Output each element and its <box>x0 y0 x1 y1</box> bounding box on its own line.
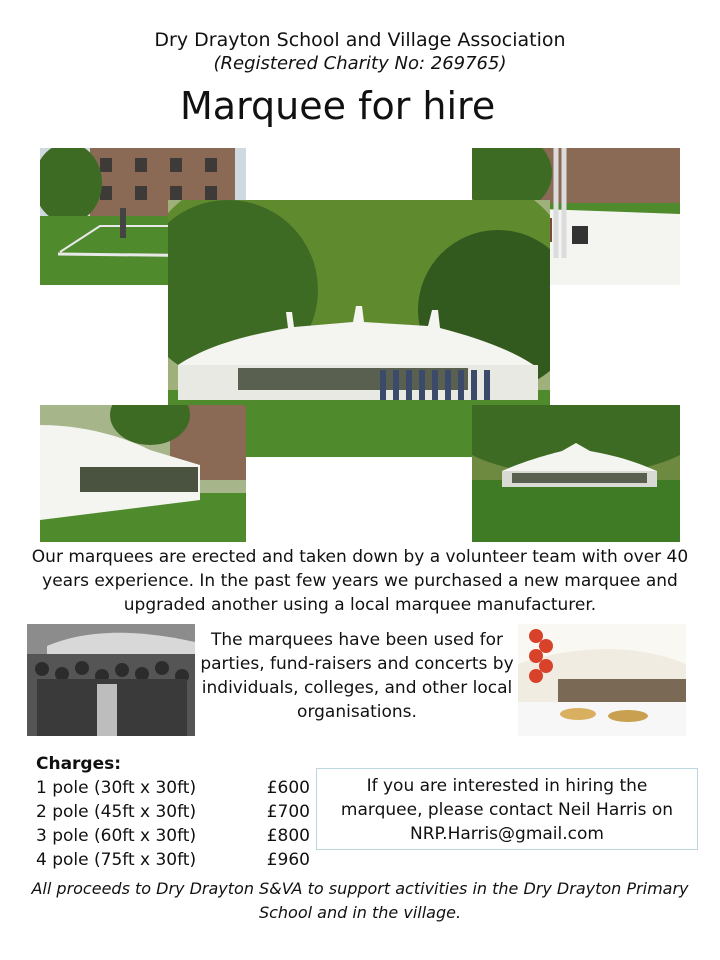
charge-size: 4 pole (75ft x 30ft) <box>36 850 197 870</box>
charge-price: £960 <box>266 850 310 870</box>
page-title: Marquee for hire <box>180 84 496 128</box>
charity-number: (Registered Charity No: 269765) <box>213 53 507 74</box>
photo-interior-buffet <box>518 624 686 736</box>
charge-price: £600 <box>266 778 310 798</box>
footer-text: All proceeds to Dry Drayton S&VA to support activities in the Dry Drayton Primary School and in the village. <box>31 879 689 922</box>
photo-marquee-side <box>40 405 246 542</box>
photo-historic-crowd <box>27 624 195 736</box>
charge-price: £800 <box>266 826 310 846</box>
contact-email[interactable]: NRP.Harris@gmail.com <box>410 824 604 844</box>
charge-size: 2 pole (45ft x 30ft) <box>36 802 197 822</box>
photo-marquee-evening <box>472 405 680 542</box>
charges-heading: Charges: <box>36 754 122 774</box>
charge-row <box>36 848 310 872</box>
charge-row <box>36 776 310 800</box>
charge-row <box>36 800 310 824</box>
intro-text: Our marquees are erected and taken down by a volunteer team with over 40 years experience. In the past few years we purchased a new marquee and upgraded another using a local marquee manufacturer. <box>31 547 689 615</box>
usage-text: The marquees have been used for parties, fund-raisers and concerts by individuals, colleges, and other local organisations. <box>200 630 514 722</box>
charge-size: 1 pole (30ft x 30ft) <box>36 778 197 798</box>
charge-size: 3 pole (60ft x 30ft) <box>36 826 197 846</box>
contact-line-1: If you are interested in hiring the <box>366 776 648 796</box>
contact-box <box>316 768 698 850</box>
charge-price: £700 <box>266 802 310 822</box>
contact-line-2: marquee, please contact Neil Harris on <box>340 800 674 820</box>
charges-list <box>36 776 310 872</box>
organization-name: Dry Drayton School and Village Association <box>154 29 566 51</box>
charge-row <box>36 824 310 848</box>
